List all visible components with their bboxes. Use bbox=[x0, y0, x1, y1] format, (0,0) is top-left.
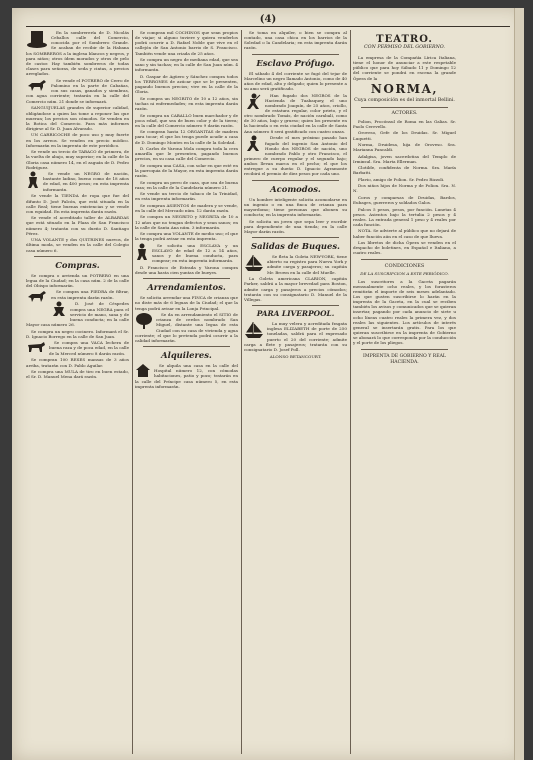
cast-entry: Clotilde, confidenta de Norma. Sra. María Barbatti. bbox=[353, 165, 456, 176]
column-1 bbox=[26, 30, 129, 754]
ad-text: La muy velera y acreditada fragata inglesa ELIZABETH de porte de 250 toneladas, saldrá para el expresado puerto el 20 del corriente; admite carga a flete y pasajeros; tratarán con su consignatario D. Josef Poll. bbox=[244, 321, 347, 352]
ad-text: Un hombre inteligente solicita acomodarse en un ingenio o en una finca de crianza para mayordomo; tiene personas que abonen su conducta; en la imprenta informarán. bbox=[244, 196, 347, 218]
ad-ship bbox=[244, 254, 347, 275]
cast-entry: Norma, Druidesa, hija de Oroveso. Sra. Marianna Pancaldi. bbox=[353, 142, 456, 153]
ad-store: Se vende la TIENDA de ropa que fue del difunto D. José Falcón, que está situada en la calle Real; tiene buenas existencias y se vende con equidad. En esta imprenta darán razón. bbox=[26, 193, 129, 214]
ad-runaway bbox=[244, 93, 347, 134]
ad-text: Se vende un NEGRO de nación, bastante ladino, bueno como de 18 años de edad, en 400 pesos; en esta imprenta informarán. bbox=[43, 171, 129, 192]
signature: ALONSO BETANCOURT. bbox=[269, 353, 322, 359]
column-divider bbox=[350, 30, 351, 754]
ad-text: Se compran ASIENTOS de madera y se vende, en la calle del Mercado núm. 12 darán razón. bbox=[135, 202, 238, 213]
top-hat-icon bbox=[26, 30, 48, 50]
section-title-liverpool: PARA LIVERPOOL. bbox=[256, 309, 335, 319]
ad-text: Se compra un NEGRITO y NEGRITA de 10 a 12 años que no tengan defectos y sean sanos; en la calle de Santa Ana núm. 3 informarán. bbox=[135, 214, 238, 230]
conditions-text: Los suscritores a la Gaceta pagarán mensualmente ocho reales, y los forasteros remitirán el importe de seis meses adelantado. Los que gusten suscribirse lo harán en la imprenta de la Gaceta, en la cual se reciben también los avisos y comunicados que se quieran insertar, pagando por cada anuncio de siete u ocho líneas cuatro reales la primera vez, y dos reales las siguientes. Los artículos de interés general se insertarán gratis. Para los que quieran suscribirse en la imprenta de Gobierno se abonará lo que corresponda por la conducción y el porte de los pliegos. bbox=[353, 278, 456, 346]
ad-text: Se compra un perro de caza, que sea de buena raza; en la calle de la Candelaria número 21. bbox=[135, 179, 238, 190]
ad-text: Se solicita una ESCLAVA y un ESCLAVO de edad de 12 a 14 años, sanos y de buena conducta, para comprar; en esta imprenta informarán. bbox=[152, 242, 238, 264]
ad-text: D. José de Céspedes compra una NEGRA para el servicio de mano, sana y de buena conducta; en la calle Mayor casa número 26. bbox=[26, 301, 129, 327]
ad-tobacco: Se vende un tercio de TABACO de primera, de la vuelta de abajo, muy superior; en la calle de la Gloria casa número 14, en el zaguán de D. Pedro Rodríguez. bbox=[26, 149, 129, 170]
column-3 bbox=[244, 30, 347, 754]
ad-text: Se da en arrendamiento el SITIO de crianza de cerdos nombrado San Miguel, distante una legua de esta Ciudad con su casa de vivienda y agua corriente; el que lo pretenda podrá ocurrir a la calidad informarán. bbox=[135, 312, 238, 343]
section-title-arrendamientos: Arrendamientos. bbox=[147, 282, 226, 293]
ad-text: Se alquila una casa en la calle del Hospital número 12, con cómodas habitaciones, patio y pozo; tratarán en la calle del Príncipe casa número 5, en esta imprenta informarán. bbox=[135, 363, 238, 389]
divider bbox=[361, 349, 448, 350]
ad-runaway bbox=[244, 135, 347, 176]
ship-icon bbox=[244, 254, 264, 272]
page-number: (4) bbox=[259, 14, 277, 25]
divider bbox=[361, 259, 448, 260]
ad-text: Se compra una CASA, con solar en que esté en la parroquia de la Mayor, en esta imprenta darán razón. bbox=[135, 162, 238, 179]
running-figure-icon bbox=[244, 135, 262, 153]
ad-compra: Se compra o arrienda un POTRERO en una legua de la Ciudad; en la casa núm. 2 de la calle del Obispo informarán. bbox=[26, 272, 129, 288]
section-title-alquileres: Alquileres. bbox=[161, 350, 212, 361]
column-2 bbox=[135, 30, 238, 754]
libretto-note: Los libretos de dicha Ópera se venden en el despacho de boletines, en Español e Italiano, a cuatro reales. bbox=[353, 240, 456, 256]
ad-text: D. Carlos de Varona Mola compra toda la cera amarilla que le presenten, pagando buenos precios, en su casa calle del Comercio. bbox=[135, 146, 238, 162]
divider bbox=[143, 346, 230, 347]
ad-ship bbox=[244, 321, 347, 352]
cow-icon bbox=[26, 340, 46, 353]
divider bbox=[252, 237, 339, 238]
ad-text: Se compra un negro de mediana edad, que sea sano y sin tachas; en la calle de San Juan núm. 4 informarán. bbox=[135, 57, 238, 73]
ad-text: Se compran hasta 12 ORGANITAS de madera para tocar; el que los tenga puede acudir a casa de D. Domingo Montes en la calle de la Soledad. bbox=[135, 129, 238, 145]
ad-rent bbox=[135, 312, 238, 343]
ad-compra-icon bbox=[26, 340, 129, 355]
ad-workshop: Se vende el acreditado taller de ALBARDAS que está situado en la Plaza de San Francisco número 4; tratarán con su dueño D. Santiago Pérez. bbox=[26, 215, 129, 236]
ad-text: Se toma en alquiler, o bien se compra al contado, una casa chica en los barrios de la Soledad o la Candelaria; en esta imprenta darán razón. bbox=[244, 30, 347, 51]
column-divider bbox=[241, 30, 242, 754]
ad-text: Se compra un NEGRITO de 10 a 12 años, sin tachas ni enfermedades; en esta imprenta darán razón. bbox=[135, 95, 238, 112]
figure-icon bbox=[135, 243, 149, 261]
ad-text: Se solicita arrendar una FINCA de crianza que no diste más de 6 leguas de la Ciudad; el que la tenga podrá avisar en la Lonja Principal. bbox=[135, 295, 238, 311]
cast-entry: Adalgisa, joven sacerdotisa del Templo de Irminsul. Sra. Marta Ellerman. bbox=[353, 153, 456, 164]
conditions-title: CONDICIONES bbox=[384, 262, 425, 269]
divider bbox=[252, 180, 339, 181]
section-title-compras: Compras. bbox=[55, 259, 100, 270]
ad-hats bbox=[26, 30, 129, 76]
ad-slave bbox=[135, 243, 238, 264]
running-figure-icon bbox=[244, 93, 262, 111]
ad-text: D. Gaspar de Agüero y Sánchez compra todos los TERRONES de azúcar que se le presenten, pagando buenos precios; vive en la calle de la Gloria. bbox=[135, 73, 238, 95]
cast-entry: Flavio, amigo de Polion. Sr. Pedro Rizzoli. bbox=[358, 176, 445, 182]
ad-text: La Goleta americana CLARION, capitán Parker, saldrá a la mayor brevedad para Boston, admite carga y pasajeros a precios cómodos; tratarán con su consignatario D. Manuel de la Villegas. bbox=[244, 276, 347, 302]
tree-icon bbox=[135, 312, 153, 330]
section-title-esclavo-profugo: Esclavo Prófugo. bbox=[256, 57, 335, 68]
ad-compra: Se compra un negro cocinero. Informará el Sr. D. Ignacio Borrego en la calle de San Juan. bbox=[26, 328, 129, 339]
ad-text: En la sombrerería de D. Nicolás Ceballos calle del Comercio, conocida por el Sombrero Grande. Se acaban de recibir de la Habana los SOMBREROS a la inglesa blancos y negros, y para niños; otros ídem morados y otros de pelo de castor. Hay también sombreros de todas clases para señoras, de seda y cintas, a precios arreglados. bbox=[26, 30, 129, 77]
theatre-title: TEATRO. bbox=[376, 34, 433, 45]
printer-imprint: IMPRENTA DE GOBIERNO Y REAL HACIENDA. bbox=[363, 353, 446, 365]
ad-text: Se solicita un joven que sepa leer y escribir para dependiente de una tienda; en la calle Mayor darán razón. bbox=[244, 218, 347, 234]
ad-text: Se compran mil COCHINOS que sean propios de viajar; si alguno tuviere y quiera venderlos podrá ocurrir a D. Rafael Noble que vive en el callejón de San Antonio barrio de S. Francisco. También vende una criada de 25 años. bbox=[135, 30, 238, 56]
ad-text: D. Francisco de Estrada y Varona compra desde una hasta cien yuntas de bueyes. bbox=[135, 265, 238, 276]
divider bbox=[252, 54, 339, 55]
divider bbox=[252, 305, 339, 306]
ad-carriage: UN CARRICOCHE de poco uso y muy fuerte en los arreos. Se venden en precio módico. Informarán en la imprenta de este periódico. bbox=[26, 132, 129, 148]
opera-title: NORMA, bbox=[370, 81, 439, 96]
ad-house bbox=[135, 363, 238, 389]
page-edge bbox=[514, 8, 524, 760]
ad-text: Se compra una VOLANTE de medio uso; el que la tenga podrá avisar en esta imprenta. bbox=[135, 231, 238, 242]
chorus-note: Coros y comparsas de Druidas, Bardos, Eubages, guerreros y soldados Galos. bbox=[353, 194, 456, 206]
theatre-permission: CON PERMISO DEL GOBIERNO. bbox=[364, 45, 445, 50]
opera-composer: Cuya composición es del inmortal Bellini. bbox=[354, 97, 455, 103]
ad-text: Se compra una VACA lechera de buena raza y de poca edad, en la calle de la Merced número 8 darán razón. bbox=[49, 340, 129, 356]
rain-note: NOTA. Se advierte al público que no dejará de haber función aún en el caso de que llueva. bbox=[353, 228, 456, 239]
ad-negro bbox=[26, 171, 129, 192]
column-divider bbox=[132, 30, 133, 754]
newspaper-page bbox=[12, 8, 524, 760]
divider bbox=[143, 278, 230, 279]
ad-text: Se vende un tercio de tabaco de la Trinidad, en esta imprenta informarán. bbox=[135, 191, 238, 202]
column-4 bbox=[353, 30, 456, 754]
ad-text: Se fleta la Goleta NEW-YORK, tiene abierto su registro para Nueva York y admite carga y pasajeros; su capitán Mr. Brown en la calle del Muelle. bbox=[267, 254, 347, 275]
header-rule bbox=[26, 26, 510, 27]
figure-icon bbox=[51, 301, 67, 317]
cast-heading: ACTORES. bbox=[391, 110, 418, 116]
section-title-salidas-de-buques: Salidas de Buques. bbox=[251, 241, 340, 252]
ad-compra-icon bbox=[26, 301, 129, 327]
ad-leeches: SANGUIJUELAS grandes de superior calidad, obligándose a quien las tome a reponer las que mueran; los precios son cómodos. Se venden en la Botica del Comercio. Para más informes dirigirse al Sr. D. Juan Alvarado. bbox=[26, 105, 129, 131]
divider bbox=[361, 107, 448, 108]
house-icon bbox=[135, 363, 151, 378]
horse-icon bbox=[26, 78, 48, 92]
ad-text: Desde el mes próximo pasado han fugado del ingenio San Antonio del Hondo dos NEGROS de nación, uno nombrado Pablo y otro Francisco, el primero de cuerpo regular y el segundo bajo; ambos llevan marca en el pecho; el que los entregue a su dueño D. Ignacio Agramonte recibirá el premio de diez pesos por cada uno. bbox=[244, 135, 347, 177]
conditions-subtitle: DE LA SUSCRIPCION A ESTE PERIÓDICO. bbox=[360, 270, 449, 276]
ad-compra: Se compra una MULA de tiro en buen estado, el Sr. D. Manuel Mena dará razón. bbox=[26, 369, 129, 380]
ad-text: Se compra un CABALLO buen marchador y de poca edad, que sea de buen color y de la tierra; en la calle del Comercio número 9 darán razón. bbox=[135, 112, 238, 128]
ship-icon bbox=[244, 321, 264, 339]
ad-compra-icon bbox=[26, 289, 129, 299]
theatre-intro: La empresa de la Compañía Lírica Italiana, tiene el honor de anunciar a este respetable público que para hoy Sábado 11 y Domingo 12 del corriente se pondrá en escena la grande Ópera de la bbox=[353, 55, 456, 81]
ad-compra: Se compran 100 RESES mansas de 3 años arriba, tratarán con D. Pablo Aguilar. bbox=[26, 357, 129, 368]
ticket-prices: Palcos 5 pesos, pesos, por función. Lunetas 4 pesos. Asientos bajo la tertulia 2 pesos y 4 reales. La entrada general 1 peso y 4 reales por cada función. bbox=[353, 206, 456, 227]
cast-entry: Dos niños hijos de Norma y de Polion. Sra. N. N. bbox=[353, 183, 456, 194]
ad-text: Se vende el POTRERO de Cerro de Palomino en la parte de Cabañas, con sus casas, ganados y siembras, con agua corriente; tratarán en la calle del Comercio núm. 21 donde se informará. bbox=[26, 78, 129, 104]
figure-icon bbox=[26, 171, 40, 189]
ad-text: Han fugado dos NEGROS de la Hacienda de Tuabaquey, el uno nombrado Joaquín, de 25 años, criollo, de estatura regular, color prieto, y el otro nombrado Tomás, de nación carabalí, como de 30 años, bajo y grueso; quien los presente en la hacienda o en esta ciudad en la calle de Santa Ana número 8 será gratificado con cuatro onzas. bbox=[244, 92, 347, 134]
divider bbox=[34, 256, 121, 257]
ad-volanta: UNA VOLANTE y dos QUITRINES nuevos, de última moda, se venden en la calle del Colegio casa número 6. bbox=[26, 237, 129, 253]
cast-entry: Oroveso, Gefe de los Druidas. Sr. Miguel Luquetti. bbox=[353, 130, 456, 141]
cast-entry: Polion, Procónsul de Roma en las Galias. Sr. Paolo Cerevello. bbox=[353, 118, 456, 129]
ad-text: Se compra una PIEDRA de filtrar, en esta imprenta darán razón. bbox=[51, 289, 129, 300]
ad-text: El sábado 4 del corriente se fugó del tejar de Marcelino un negro llamado Antonio, como de 40 años de edad, alto y delgado; quien lo presente a su amo será gratificado. bbox=[244, 70, 347, 92]
ad-horse bbox=[26, 78, 129, 104]
section-title-acomodos: Acomodos. bbox=[270, 183, 321, 194]
